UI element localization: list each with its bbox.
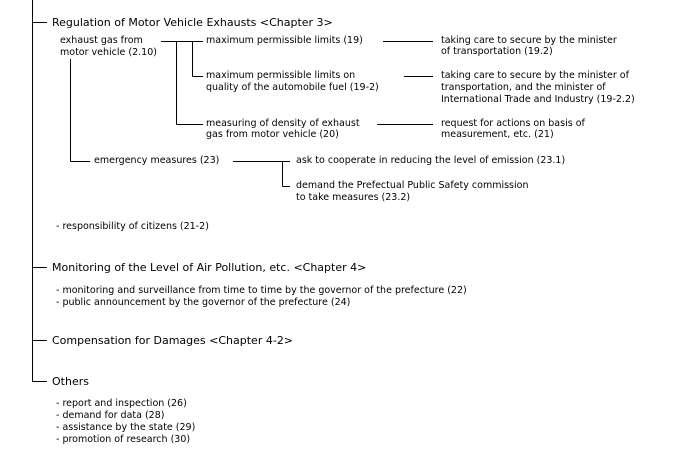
exhaust-source-line2: motor vehicle (2.10) (60, 47, 157, 58)
fuel-limits-line2: quality of the automobile fuel (19-2) (206, 82, 379, 93)
emergency-demand-line2: to take measures (23.2) (296, 192, 411, 203)
fuel-action-line2: transportation, and the minister of (441, 82, 606, 93)
emergency-ask-cooperate: ask to cooperate in reducing the level of emission (23.1) (296, 155, 566, 166)
section-title-monitoring: Monitoring of the Level of Air Pollution, etc. <Chapter 4> (52, 261, 367, 274)
section-title-others: Others (52, 375, 89, 388)
density-action-line1: request for actions on basis of (441, 118, 585, 129)
density-action-line2: measurement, etc. (21) (441, 129, 554, 140)
fuel-action-line3: International Trade and Industry (19-2.2) (441, 94, 635, 105)
max-limits-action-line1: taking care to secure by the minister (441, 35, 617, 46)
emergency-demand-line1: demand the Prefectual Public Safety commission (296, 180, 529, 191)
citizens-responsibility: - responsibility of citizens (21-2) (56, 221, 209, 232)
fuel-action-line1: taking care to secure by the minister of (441, 70, 629, 81)
density-line2: gas from motor vehicle (20) (206, 129, 339, 140)
others-item: - report and inspection (26) (56, 398, 187, 409)
section-title-exhausts: Regulation of Motor Vehicle Exhausts <Chapter 3> (52, 16, 333, 29)
emergency-measures-label: emergency measures (23) (94, 155, 220, 166)
max-limits-label: maximum permissible limits (19) (206, 35, 363, 46)
monitoring-item: - monitoring and surveillance from time to time by the governor of the prefecture (22) (56, 285, 467, 296)
fuel-limits-line1: maximum permissible limits on (206, 70, 356, 81)
others-item: - promotion of research (30) (56, 434, 191, 445)
others-item: - demand for data (28) (56, 410, 165, 421)
exhaust-source-line1: exhaust gas from (60, 35, 143, 46)
section-title-compensation: Compensation for Damages <Chapter 4-2> (52, 334, 294, 347)
monitoring-item: - public announcement by the governor of the prefecture (24) (56, 297, 351, 308)
density-line1: measuring of density of exhaust (206, 118, 360, 129)
max-limits-action-line2: of transportation (19.2) (441, 46, 553, 57)
others-item: - assistance by the state (29) (56, 422, 196, 433)
